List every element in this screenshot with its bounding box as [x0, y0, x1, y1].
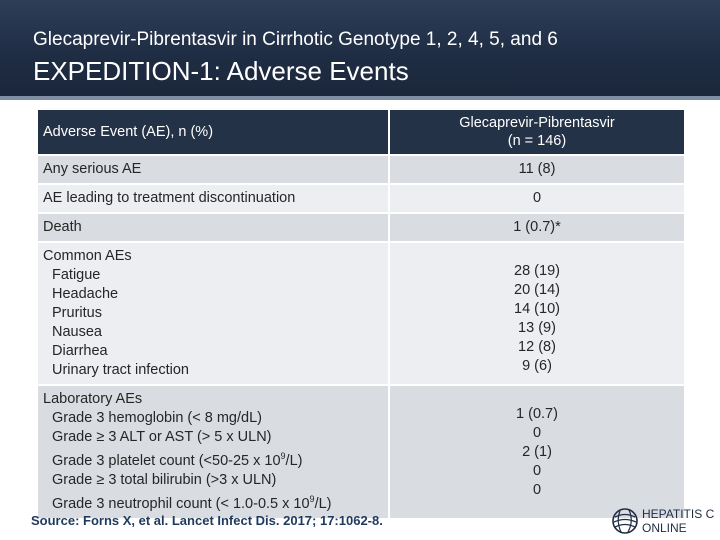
table-row-laboratory-aes [38, 386, 684, 518]
lab-aes-labels [38, 386, 388, 518]
table-row-common-aes [38, 243, 684, 384]
row-label: AE leading to treatment discontinuation [38, 185, 388, 212]
ae-value: 28 (19) [514, 263, 560, 279]
ae-value: 20 (14) [514, 282, 560, 298]
treatment-n: (n = 146) [507, 133, 567, 149]
ae-label: Headache [52, 286, 119, 302]
logo-line-1: HEPATITIS C [642, 507, 715, 521]
slide-title: EXPEDITION-1: Adverse Events [33, 56, 409, 86]
ae-label: Urinary tract infection [52, 362, 189, 378]
table-row [38, 156, 684, 183]
logo-wordmark [642, 507, 714, 535]
ae-value: 14 (10) [514, 301, 560, 317]
header-divider [0, 96, 720, 100]
lab-aes-values [390, 386, 684, 518]
globe-icon [612, 508, 638, 534]
adverse-events-table [38, 110, 684, 520]
header-banner [0, 0, 720, 100]
table-header-row [38, 110, 684, 154]
ae-label: Nausea [52, 324, 102, 340]
lab-label: Grade ≥ 3 ALT or AST (> 5 x ULN) [52, 429, 272, 445]
column-header-event: Adverse Event (AE), n (%) [38, 110, 388, 154]
treatment-name: Glecaprevir-Pibrentasvir [459, 115, 615, 131]
table-row [38, 185, 684, 212]
ae-value: 13 (9) [518, 320, 556, 336]
row-value: 11 (8) [390, 156, 684, 183]
common-aes-heading: Common AEs [43, 248, 132, 264]
ae-value: 9 (6) [522, 358, 552, 374]
row-label: Death [38, 214, 388, 241]
ae-label: Pruritus [52, 305, 102, 321]
ae-value: 12 (8) [518, 339, 556, 355]
common-aes-values [390, 243, 684, 384]
slide-subtitle: Glecaprevir-Pibrentasvir in Cirrhotic Genotype 1, 2, 4, 5, and 6 [33, 29, 558, 50]
lab-value: 1 (0.7) [516, 406, 558, 422]
ae-label: Diarrhea [52, 343, 108, 359]
ae-label: Fatigue [52, 267, 101, 283]
lab-label: Grade 3 platelet count (<50-25 x $10^9/L$) [52, 451, 303, 469]
row-value: 0 [390, 185, 684, 212]
hepatitis-c-online-logo [612, 506, 720, 538]
common-aes-labels [38, 243, 388, 384]
row-value: 1 (0.7)* [390, 214, 684, 241]
lab-value: 0 [532, 482, 542, 498]
lab-label: Grade 3 hemoglobin (< 8 mg/dL) [52, 410, 262, 426]
lab-value: 0 [532, 463, 542, 479]
column-header-treatment [390, 110, 684, 154]
row-label: Any serious AE [38, 156, 388, 183]
source-citation: Source: Forns X, et al. Lancet Infect Dis. 2017; 17:1062-8. [31, 513, 383, 528]
logo-line-2: ONLINE [642, 521, 687, 535]
table-row [38, 214, 684, 241]
lab-value: 0 [532, 425, 542, 441]
lab-label: Grade ≥ 3 total bilirubin (>3 x ULN) [52, 471, 277, 488]
lab-value: 2 (1) [522, 444, 552, 460]
lab-label: Grade 3 neutrophil count (< 1.0-0.5 x $10^9/L$) [52, 493, 332, 512]
lab-aes-heading: Laboratory AEs [43, 391, 143, 407]
